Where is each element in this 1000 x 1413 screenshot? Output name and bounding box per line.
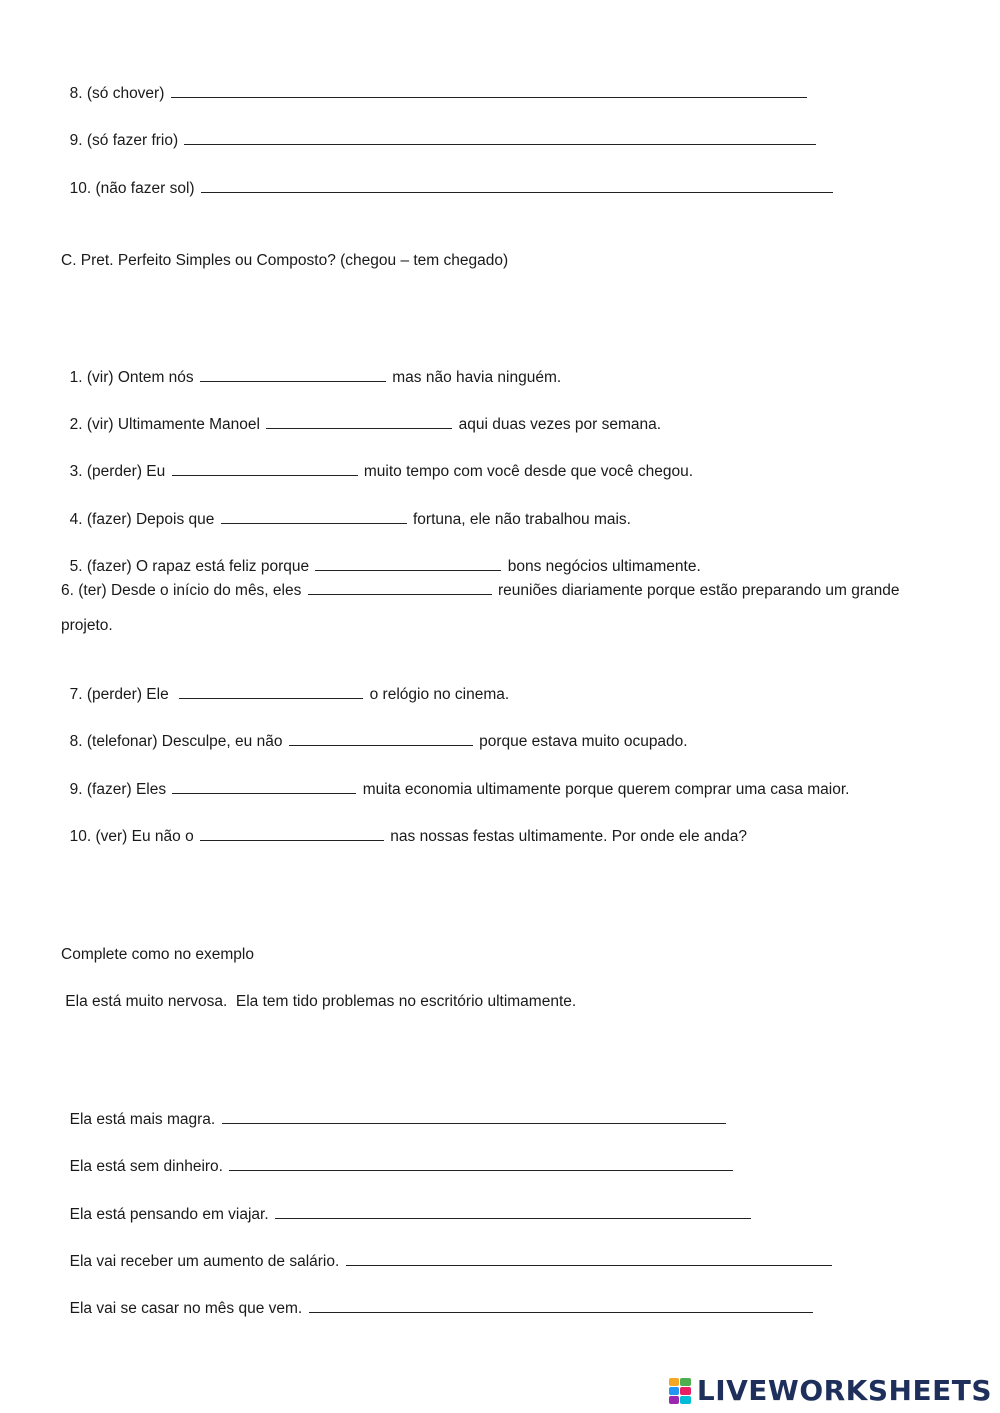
exercise-c-item-10 bbox=[61, 804, 747, 847]
exercise-c-item-5 bbox=[61, 534, 701, 577]
exercise-c-item-3 bbox=[61, 439, 693, 482]
item-prompt: 9. (fazer) Eles bbox=[69, 781, 171, 798]
exercise-d-item-1 bbox=[61, 1087, 728, 1130]
section-c-title: C. Pret. Perfeito Simples ou Composto? (chegou – tem chegado) bbox=[61, 252, 509, 269]
answer-blank[interactable] bbox=[179, 682, 363, 699]
section-d-title: Complete como no exemplo bbox=[61, 946, 254, 963]
answer-blank[interactable] bbox=[309, 1296, 813, 1313]
answer-blank[interactable] bbox=[172, 777, 356, 794]
item-prompt: 6. (ter) Desde o início do mês, eles bbox=[61, 582, 306, 599]
exercise-d-item-4 bbox=[61, 1229, 834, 1272]
brand-name: LIVEWORKSHEETS bbox=[696, 1374, 992, 1407]
item-prompt: Ela está pensando em viajar. bbox=[69, 1206, 273, 1223]
item-label: 9. (só fazer frio) bbox=[69, 132, 183, 149]
answer-blank[interactable] bbox=[346, 1249, 832, 1266]
answer-blank[interactable] bbox=[275, 1202, 751, 1219]
answer-blank[interactable] bbox=[222, 1107, 726, 1124]
item-prompt: 8. (telefonar) Desculpe, eu não bbox=[69, 733, 287, 750]
item-prompt: 4. (fazer) Depois que bbox=[69, 511, 219, 528]
exercise-d-item-3 bbox=[61, 1182, 753, 1225]
exercise-b-item-8 bbox=[61, 61, 809, 104]
item-rest: o relógio no cinema. bbox=[365, 686, 510, 703]
item-prompt: 1. (vir) Ontem nós bbox=[69, 369, 198, 386]
answer-blank[interactable] bbox=[221, 507, 407, 524]
answer-blank[interactable] bbox=[315, 554, 501, 571]
item-prompt: 7. (perder) Ele bbox=[69, 686, 178, 703]
item-rest: reuniões diariamente porque estão preparando um grande projeto. bbox=[61, 582, 900, 634]
item-prompt: Ela vai receber um aumento de salário. bbox=[69, 1253, 344, 1270]
item-rest: muito tempo com você desde que você chegou. bbox=[359, 463, 694, 480]
exercise-c-item-9 bbox=[61, 757, 849, 800]
item-rest: porque estava muito ocupado. bbox=[474, 733, 688, 750]
answer-blank[interactable] bbox=[200, 365, 386, 382]
exercise-c-item-7 bbox=[61, 662, 509, 705]
item-prompt: 3. (perder) Eu bbox=[69, 463, 170, 480]
item-prompt: Ela está sem dinheiro. bbox=[69, 1158, 228, 1175]
answer-blank[interactable] bbox=[200, 824, 384, 841]
item-label: 8. (só chover) bbox=[69, 85, 169, 102]
answer-blank[interactable] bbox=[171, 81, 807, 98]
exercise-b-item-10 bbox=[61, 156, 835, 199]
exercise-c-item-2 bbox=[61, 392, 661, 435]
exercise-d-item-5 bbox=[61, 1276, 815, 1319]
exercise-c-item-6 bbox=[61, 573, 921, 643]
answer-blank[interactable] bbox=[229, 1154, 733, 1171]
item-prompt: Ela está mais magra. bbox=[69, 1111, 220, 1128]
item-prompt: 5. (fazer) O rapaz está feliz porque bbox=[69, 558, 314, 575]
liveworksheets-logo bbox=[669, 1374, 992, 1407]
section-d-example: Ela está muito nervosa. Ela tem tido problemas no escritório ultimamente. bbox=[61, 993, 577, 1010]
exercise-c-item-8 bbox=[61, 709, 688, 752]
item-prompt: 10. (ver) Eu não o bbox=[69, 828, 198, 845]
answer-blank[interactable] bbox=[289, 729, 473, 746]
item-rest: muita economia ultimamente porque querem comprar uma casa maior. bbox=[358, 781, 850, 798]
item-rest: aqui duas vezes por semana. bbox=[454, 416, 662, 433]
exercise-b-item-9 bbox=[61, 108, 818, 151]
item-rest: bons negócios ultimamente. bbox=[503, 558, 701, 575]
exercise-c-item-1 bbox=[61, 345, 561, 388]
answer-blank[interactable] bbox=[172, 459, 358, 476]
answer-blank[interactable] bbox=[201, 176, 833, 193]
liveworksheets-logo-icon bbox=[669, 1378, 691, 1404]
item-prompt: Ela vai se casar no mês que vem. bbox=[69, 1300, 307, 1317]
answer-blank[interactable] bbox=[308, 578, 492, 595]
item-prompt: 2. (vir) Ultimamente Manoel bbox=[69, 416, 265, 433]
item-rest: mas não havia ninguém. bbox=[387, 369, 562, 386]
answer-blank[interactable] bbox=[266, 412, 452, 429]
exercise-c-item-4 bbox=[61, 487, 631, 530]
item-rest: nas nossas festas ultimamente. Por onde ele anda? bbox=[386, 828, 748, 845]
answer-blank[interactable] bbox=[184, 128, 816, 145]
item-rest: fortuna, ele não trabalhou mais. bbox=[408, 511, 631, 528]
item-label: 10. (não fazer sol) bbox=[69, 180, 199, 197]
exercise-d-item-2 bbox=[61, 1134, 735, 1177]
